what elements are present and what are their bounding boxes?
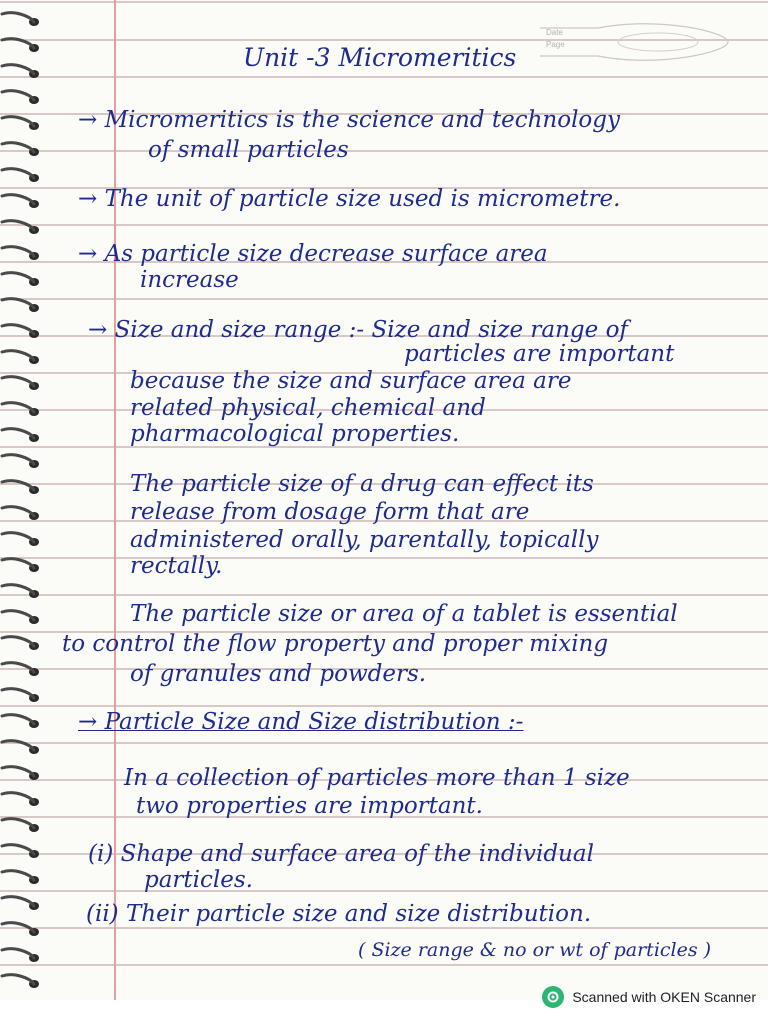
binding-ring xyxy=(2,507,34,516)
binding-ring xyxy=(2,481,34,490)
note-line: increase xyxy=(140,267,239,293)
binding-ring xyxy=(2,637,34,646)
binding-ring xyxy=(2,975,34,984)
binding-ring xyxy=(2,741,34,750)
note-line: release from dosage form that are xyxy=(130,499,530,525)
binding-ring xyxy=(2,403,34,412)
binding-ring xyxy=(2,611,34,620)
binding-ring xyxy=(2,221,34,230)
binding-ring xyxy=(2,845,34,854)
binding-ring xyxy=(2,663,34,672)
note-line: two properties are important. xyxy=(136,793,483,819)
binding-ring xyxy=(2,91,34,100)
section-heading: → Particle Size and Size distribution :- xyxy=(78,709,524,735)
note-line: ( Size range & no or wt of particles ) xyxy=(358,939,712,961)
note-line: rectally. xyxy=(130,553,223,579)
binding-ring xyxy=(2,65,34,74)
binding-ring xyxy=(2,169,34,178)
binding-ring xyxy=(2,143,34,152)
oken-scanner-logo-icon xyxy=(542,986,564,1008)
stamp-date-label: Date xyxy=(546,28,563,37)
note-line: → The unit of particle size used is micrometre. xyxy=(78,186,621,212)
scanner-watermark xyxy=(542,986,756,1008)
binding-ring xyxy=(2,247,34,256)
binding-ring xyxy=(2,715,34,724)
page-title: Unit -3 Micromeritics xyxy=(243,43,517,72)
binding-ring xyxy=(2,897,34,906)
binding-ring xyxy=(2,819,34,828)
binding-ring xyxy=(2,429,34,438)
stamp-outline-icon xyxy=(538,22,738,62)
binding-ring xyxy=(2,39,34,48)
binding-ring xyxy=(2,793,34,802)
binding-ring xyxy=(2,325,34,334)
binding-ring xyxy=(2,13,34,22)
binding-ring xyxy=(2,585,34,594)
date-page-stamp xyxy=(538,22,738,62)
binding-ring xyxy=(2,195,34,204)
note-line: → Micromeritics is the science and technology xyxy=(78,107,620,133)
binding-ring xyxy=(2,767,34,776)
stamp-page-label: Page xyxy=(546,40,565,49)
note-line: In a collection of particles more than 1 size xyxy=(124,765,630,791)
note-line: of small particles xyxy=(148,137,349,163)
binding-ring xyxy=(2,923,34,932)
note-line: particles. xyxy=(144,867,253,893)
binding-ring xyxy=(2,871,34,880)
note-line: of granules and powders. xyxy=(130,661,427,687)
note-line: pharmacological properties. xyxy=(130,421,460,447)
binding-ring xyxy=(2,117,34,126)
binding-ring xyxy=(2,689,34,698)
note-line: (ii) Their particle size and size distribution. xyxy=(86,901,592,927)
binding-ring xyxy=(2,377,34,386)
note-line: administered orally, parentally, topically xyxy=(130,527,599,553)
binding-ring xyxy=(2,949,34,958)
note-line: related physical, chemical and xyxy=(130,395,486,421)
binding-ring xyxy=(2,299,34,308)
note-line: (i) Shape and surface area of the individual xyxy=(88,841,594,867)
binding-ring xyxy=(2,455,34,464)
note-line: The particle size or area of a tablet is essential xyxy=(130,601,678,627)
binding-ring xyxy=(2,273,34,282)
note-line: → Size and size range :- Size and size range of xyxy=(88,317,628,343)
binding-ring xyxy=(2,533,34,542)
note-line: to control the flow property and proper mixing xyxy=(62,631,609,657)
note-line: because the size and surface area are xyxy=(130,368,572,394)
note-line: The particle size of a drug can effect its xyxy=(130,471,594,497)
note-line: particles are important xyxy=(404,341,675,367)
binding-ring xyxy=(2,351,34,360)
binding-ring xyxy=(2,559,34,568)
scanner-text: Scanned with OKEN Scanner xyxy=(572,989,756,1005)
note-line: → As particle size decrease surface area xyxy=(78,241,548,267)
spiral-binding xyxy=(0,0,60,1000)
